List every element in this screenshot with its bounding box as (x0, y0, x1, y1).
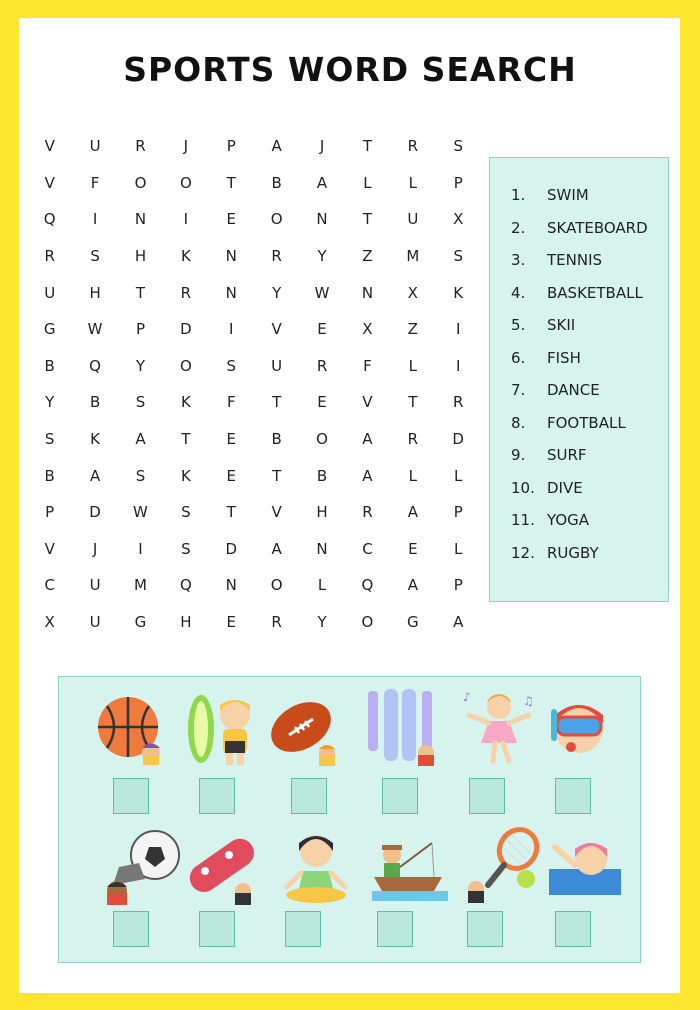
grid-letter[interactable]: U (89, 576, 101, 595)
grid-letter[interactable]: G (43, 320, 56, 339)
grid-letter[interactable]: I (229, 320, 234, 339)
grid-letter[interactable]: Y (45, 393, 55, 412)
grid-letter[interactable]: Y (317, 613, 327, 632)
grid-letter[interactable]: I (92, 210, 98, 229)
grid-letter[interactable]: A (135, 430, 146, 449)
word-text: SWIM (547, 186, 589, 204)
grid-letter[interactable]: P (45, 503, 55, 522)
grid-letter[interactable]: P (453, 576, 463, 595)
grid-letter[interactable]: T (408, 393, 418, 412)
dancer-icon (459, 687, 539, 767)
grid-letter[interactable]: S (44, 430, 55, 449)
surfboard-icon (185, 693, 265, 769)
answer-box[interactable] (113, 778, 149, 814)
swimmer-icon (547, 835, 623, 905)
grid-letter[interactable]: Z (407, 320, 418, 339)
word-list-item (511, 479, 648, 512)
grid-letter[interactable]: G (134, 613, 147, 632)
answer-box[interactable] (291, 778, 327, 814)
grid-letter[interactable]: T (272, 393, 282, 412)
grid-letter[interactable]: S (181, 503, 191, 522)
word-text: SKII (547, 316, 576, 334)
answer-box[interactable] (285, 911, 321, 947)
grid-letter[interactable]: B (271, 430, 282, 449)
grid-letter[interactable]: E (226, 430, 236, 449)
grid-letter[interactable]: J (92, 539, 98, 558)
grid-letter[interactable]: O (270, 576, 283, 595)
word-text: SURF (547, 446, 587, 464)
grid-letter[interactable]: S (90, 247, 100, 266)
grid-letter[interactable]: B (271, 173, 282, 192)
grid-letter[interactable]: O (179, 356, 192, 375)
grid-letter[interactable]: A (362, 466, 373, 485)
grid-letter[interactable]: I (455, 356, 461, 375)
grid-letter[interactable]: B (44, 356, 55, 375)
grid-letter[interactable]: T (226, 173, 236, 192)
grid-letter[interactable]: Y (272, 283, 282, 302)
grid-letter[interactable]: G (407, 613, 419, 632)
grid-letter[interactable]: E (226, 210, 236, 229)
grid-letter[interactable]: K (180, 393, 191, 412)
grid-letter[interactable]: R (316, 356, 328, 375)
grid-letter[interactable]: R (407, 137, 419, 156)
yoga-girl-icon (279, 829, 353, 907)
grid-letter[interactable]: V (44, 137, 55, 156)
letter-grid (27, 128, 481, 640)
grid-letter[interactable]: A (271, 539, 282, 558)
skis-icon (362, 687, 438, 767)
grid-letter[interactable]: B (316, 466, 328, 485)
word-list-item (511, 284, 648, 317)
grid-letter[interactable]: Y (135, 356, 146, 375)
grid-letter[interactable]: C (44, 576, 55, 595)
grid-letter[interactable]: W (314, 283, 330, 302)
grid-letter[interactable]: N (225, 247, 237, 266)
word-text: FOOTBALL (547, 413, 626, 432)
fishing-boat-icon (372, 837, 448, 905)
grid-letter[interactable]: Z (362, 247, 373, 266)
word-list-panel (489, 157, 669, 602)
grid-letter[interactable]: X (453, 210, 464, 229)
grid-letter[interactable]: N (361, 283, 374, 302)
rugby-ball-icon (269, 695, 341, 767)
grid-letter[interactable]: V (271, 320, 282, 339)
grid-letter[interactable]: F (90, 173, 100, 192)
grid-letter[interactable]: V (44, 539, 55, 558)
word-list (511, 186, 648, 576)
answer-box[interactable] (555, 778, 591, 814)
answer-box[interactable] (199, 778, 235, 814)
grid-letter[interactable]: W (133, 503, 148, 522)
grid-letter[interactable]: R (271, 613, 282, 632)
answer-box[interactable] (469, 778, 505, 814)
answer-box[interactable] (555, 911, 591, 947)
grid-letter[interactable]: L (408, 173, 417, 192)
grid-letter[interactable]: C (362, 539, 373, 558)
grid-letter[interactable]: H (89, 283, 101, 302)
grid-letter[interactable]: A (316, 173, 328, 192)
word-number: 3. (511, 251, 526, 269)
word-number: 4. (511, 283, 526, 302)
grid-letter[interactable]: U (44, 283, 56, 302)
grid-letter[interactable]: I (183, 210, 189, 229)
grid-letter[interactable]: P (453, 503, 463, 522)
word-text: RUGBY (547, 543, 599, 562)
grid-letter[interactable]: D (89, 503, 101, 522)
grid-letter[interactable]: A (362, 430, 373, 449)
word-number: 6. (511, 348, 526, 367)
diver-icon (549, 699, 613, 769)
grid-letter[interactable]: L (454, 539, 463, 558)
grid-letter[interactable]: T (362, 210, 373, 229)
football-boot-icon (99, 829, 181, 907)
grid-letter[interactable]: X (407, 283, 418, 302)
word-list-item (511, 186, 648, 219)
grid-letter[interactable]: L (317, 576, 327, 595)
grid-letter[interactable]: U (89, 613, 101, 632)
word-list-item (511, 219, 648, 252)
grid-letter[interactable]: A (407, 576, 418, 595)
grid-letter[interactable]: W (87, 320, 103, 339)
answer-box[interactable] (113, 911, 149, 947)
grid-letter[interactable]: N (225, 283, 237, 302)
word-list-item (511, 349, 648, 382)
grid-letter[interactable]: K (180, 247, 191, 266)
word-text: DIVE (547, 478, 583, 497)
grid-letter[interactable]: S (181, 539, 191, 558)
grid-letter[interactable]: E (226, 466, 236, 485)
answer-box[interactable] (377, 911, 413, 947)
answer-box[interactable] (382, 778, 418, 814)
grid-letter[interactable]: F (363, 356, 372, 375)
word-list-item (511, 414, 648, 447)
word-list-item (511, 316, 648, 349)
grid-letter[interactable]: U (271, 356, 283, 375)
word-number: 10. (511, 478, 535, 497)
grid-letter[interactable]: D (225, 539, 238, 558)
grid-letter[interactable]: R (135, 137, 146, 156)
answer-box[interactable] (467, 911, 503, 947)
word-number: 9. (511, 446, 526, 464)
word-number: 2. (511, 218, 526, 237)
grid-letter[interactable]: L (363, 173, 372, 192)
skateboard-icon (183, 827, 263, 907)
word-text: SKATEBOARD (547, 218, 648, 237)
grid-letter[interactable]: O (316, 430, 328, 449)
grid-letter[interactable]: A (89, 466, 101, 485)
page-title: SPORTS WORD SEARCH (123, 50, 577, 89)
grid-letter[interactable]: R (452, 393, 464, 412)
grid-letter[interactable]: N (225, 576, 237, 595)
word-list-item (511, 511, 648, 544)
grid-letter[interactable]: S (453, 247, 463, 266)
grid-letter[interactable]: K (180, 466, 191, 485)
grid-letter[interactable]: O (134, 173, 147, 192)
word-list-item (511, 446, 648, 479)
word-text: BASKETBALL (547, 283, 643, 302)
grid-letter[interactable]: S (135, 393, 146, 412)
grid-letter[interactable]: F (226, 393, 236, 412)
grid-letter[interactable]: O (270, 210, 283, 229)
grid-letter[interactable]: E (317, 393, 327, 412)
grid-letter[interactable]: H (316, 503, 328, 522)
grid-letter[interactable]: N (316, 539, 328, 558)
grid-letter[interactable]: K (90, 430, 100, 449)
grid-letter[interactable]: Q (361, 576, 374, 595)
tennis-racket-icon (464, 827, 544, 907)
grid-letter[interactable]: D (452, 430, 464, 449)
grid-letter[interactable]: T (272, 466, 282, 485)
grid-letter[interactable]: P (135, 320, 145, 339)
grid-letter[interactable]: T (362, 137, 373, 156)
grid-letter[interactable]: T (135, 283, 146, 302)
grid-letter[interactable]: S (135, 466, 146, 485)
picture-panel (58, 676, 641, 963)
word-list-item (511, 251, 648, 284)
grid-letter[interactable]: P (226, 137, 236, 156)
grid-letter[interactable]: U (407, 210, 419, 229)
grid-letter[interactable]: Q (43, 210, 56, 229)
grid-letter[interactable]: K (453, 283, 464, 302)
grid-letter[interactable]: J (183, 137, 189, 156)
grid-letter[interactable]: R (180, 283, 192, 302)
grid-letter[interactable]: V (362, 393, 373, 412)
word-list-item (511, 381, 648, 414)
grid-letter[interactable]: O (179, 173, 192, 192)
grid-letter[interactable]: B (44, 466, 55, 485)
grid-letter[interactable]: E (317, 320, 327, 339)
word-number: 12. (511, 543, 535, 562)
grid-letter[interactable]: M (406, 247, 420, 266)
grid-letter[interactable]: L (454, 466, 463, 485)
grid-letter[interactable]: R (407, 430, 419, 449)
grid-letter[interactable]: E (226, 613, 236, 632)
grid-letter[interactable]: L (408, 356, 417, 375)
grid-letter[interactable]: D (180, 320, 192, 339)
grid-letter[interactable]: Q (179, 576, 192, 595)
word-number: 7. (511, 381, 526, 399)
basketball-icon (96, 695, 168, 767)
grid-letter[interactable]: Q (89, 356, 101, 375)
grid-letter[interactable]: V (271, 503, 282, 522)
grid-letter[interactable]: I (455, 320, 461, 339)
grid-letter[interactable]: R (271, 247, 282, 266)
word-text: TENNIS (547, 251, 603, 269)
grid-letter[interactable]: I (138, 539, 143, 558)
grid-letter[interactable]: Y (317, 247, 327, 266)
grid-letter[interactable]: M (134, 576, 147, 595)
svg-text:♫: ♫ (523, 694, 534, 708)
grid-letter[interactable]: A (453, 613, 464, 632)
answer-box[interactable] (199, 911, 235, 947)
grid-letter[interactable]: E (408, 539, 418, 558)
grid-letter[interactable]: O (361, 613, 374, 632)
grid-letter[interactable]: S (226, 356, 237, 375)
grid-letter[interactable]: P (453, 173, 463, 192)
word-list-item (511, 544, 648, 577)
grid-letter[interactable]: H (134, 247, 147, 266)
grid-letter[interactable]: X (44, 613, 55, 632)
grid-letter[interactable]: N (134, 210, 147, 229)
word-text: YOGA (547, 511, 590, 529)
word-number: 11. (511, 511, 535, 529)
grid-letter[interactable]: A (407, 503, 418, 522)
grid-letter[interactable]: A (271, 137, 282, 156)
word-text: FISH (547, 348, 581, 367)
grid-letter[interactable]: T (181, 430, 191, 449)
grid-letter[interactable]: J (319, 137, 325, 156)
grid-letter[interactable]: V (44, 173, 55, 192)
grid-letter[interactable]: B (89, 393, 101, 412)
grid-letter[interactable]: X (362, 320, 373, 339)
grid-letter[interactable]: U (89, 137, 101, 156)
grid-letter[interactable]: T (226, 503, 236, 522)
grid-letter[interactable]: S (453, 137, 463, 156)
grid-letter[interactable]: N (316, 210, 328, 229)
grid-letter[interactable]: H (180, 613, 192, 632)
grid-letter[interactable]: L (408, 466, 417, 485)
word-number: 5. (511, 316, 526, 334)
word-text: DANCE (547, 381, 600, 399)
svg-text:♪: ♪ (463, 690, 471, 704)
word-number: 8. (511, 413, 526, 432)
grid-letter[interactable]: R (362, 503, 373, 522)
word-number: 1. (511, 186, 526, 204)
grid-letter[interactable]: R (44, 247, 55, 266)
